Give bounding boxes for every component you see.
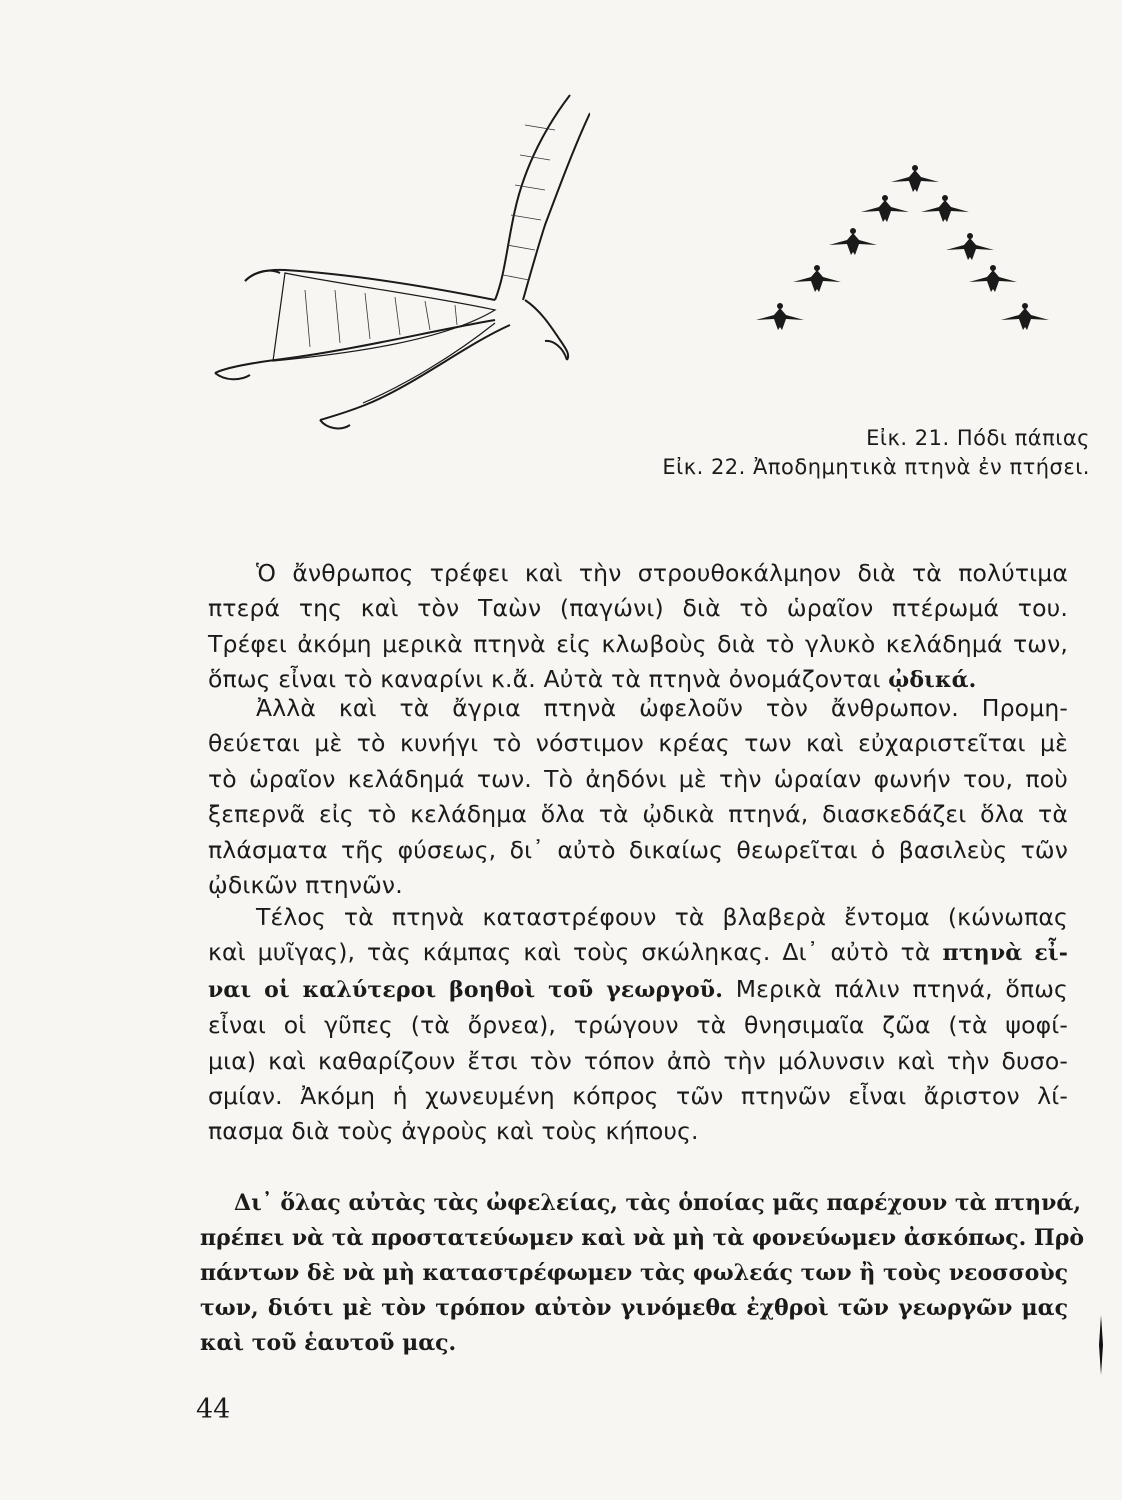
text-line: ναι οἱ καλύτεροι βοηθοὶ τοῦ γεωργοῦ. Μερικὰ πάλιν πτηνά, ὅπως xyxy=(208,974,1068,1003)
text-line: Τρέφει ἀκόμη μερικὰ πτηνὰ εἰς κλωβοὺς διὰ τὸ γλυκὸ κελάδημά των, xyxy=(208,629,1068,658)
text-line: καὶ μυῖγας), τὰς κάμπας καὶ τοὺς σκώληκας. Δι᾿ αὐτὸ τὰ πτηνὰ εἶ- xyxy=(208,938,1068,967)
text-line: Ὁ ἄνθρωπος τρέφει καὶ τὴν στρουθοκάλμηον διὰ τὰ πολύτιμα xyxy=(256,559,1068,587)
page-edge-mark xyxy=(1097,1315,1105,1375)
closing-paragraph xyxy=(200,1186,1084,1361)
text-line: Δι᾿ ὅλας αὐτὰς τὰς ὠφελείας, τὰς ὁποίας μᾶς παρέχουν τὰ πτηνά, xyxy=(234,1190,1082,1216)
text-line: ᾠδικῶν πτηνῶν. xyxy=(208,871,403,900)
text-line: τὸ ὡραῖον κελάδημά των. Τὸ ἀηδόνι μὲ τὴν ὡραίαν φωνήν του, ποὺ xyxy=(208,764,1068,793)
figure-21-caption: Εἰκ. 21. Πόδι πάπιας xyxy=(866,426,1090,450)
text-line: πρέπει νὰ τὰ προστατεύωμεν καὶ νὰ μὴ τὰ φονεύωμεν ἀσκόπως. Πρὸ xyxy=(200,1225,1084,1251)
migratory-birds-illustration xyxy=(745,155,1065,350)
paragraph-3 xyxy=(208,900,1068,1150)
text-line: μια) καὶ καθαρίζουν ἔτσι τὸν τόπον ἀπὸ τὴν μόλυνσιν καὶ τὴν δυσο- xyxy=(208,1046,1068,1075)
text-line: ὅπως εἶναι τὸ καναρίνι κ.ἄ. Αὐτὰ τὰ πτηνὰ ὀνομάζονται ᾠδικά. xyxy=(208,665,977,694)
bold-term: ᾠδικά. xyxy=(888,667,977,694)
text-line: Τέλος τὰ πτηνὰ καταστρέφουν τὰ βλαβερὰ ἔντομα (κώνωπας xyxy=(256,903,1068,931)
duck-foot-illustration xyxy=(195,85,590,450)
text-line: ξεπερνᾶ εἰς τὸ κελάδημα ὅλα τὰ ᾠδικὰ πτηνά, διασκεδάζει ὅλα τὰ xyxy=(208,800,1068,829)
text-line: πασμα διὰ τοὺς ἀγροὺς καὶ τοὺς κήπους. xyxy=(208,1117,699,1146)
text-line: θεύεται μὲ τὸ κυνήγι τὸ νόστιμον κρέας των καὶ εὐχαριστεῖται μὲ xyxy=(208,729,1068,758)
text-line: σμίαν. Ἀκόμη ἡ χωνευμένη κόπρος τῶν πτηνῶν εἶναι ἄριστον λί- xyxy=(208,1082,1068,1111)
paragraph-2 xyxy=(208,691,1068,903)
figure-22-caption: Εἰκ. 22. Ἀποδημητικὰ πτηνὰ ἐν πτήσει. xyxy=(662,455,1090,479)
page-number: 44 xyxy=(196,1394,231,1425)
text-line: εἶναι οἱ γῦπες (τὰ ὄρνεα), τρώγουν τὰ θνησιμαῖα ζῶα (τὰ ψοφί- xyxy=(208,1011,1068,1040)
text-line: καὶ τοῦ ἑαυτοῦ μας. xyxy=(200,1330,457,1356)
text-line: πάντων δὲ νὰ μὴ καταστρέφωμεν τὰς φωλεάς των ἢ τοὺς νεοσσοὺς xyxy=(200,1260,1068,1286)
text-line: πτερά της καὶ τὸν Ταὼν (παγώνι) διὰ τὸ ὡραῖον πτέρωμά του. xyxy=(208,594,1068,623)
bold-phrase: ναι οἱ καλύτεροι βοηθοὶ τοῦ γεωργοῦ. xyxy=(208,976,724,1003)
paragraph-1 xyxy=(208,556,1068,699)
bold-phrase: πτηνὰ εἶ- xyxy=(942,940,1068,967)
text-line: πλάσματα τῆς φύσεως, δι᾿ αὐτὸ δικαίως θεωρεῖται ὁ βασιλεὺς τῶν xyxy=(208,835,1068,864)
text-line: των, διότι μὲ τὸν τρόπον αὐτὸν γινόμεθα ἐχθροὶ τῶν γεωργῶν μας xyxy=(200,1295,1068,1321)
text-line: Ἀλλὰ καὶ τὰ ἄγρια πτηνὰ ὠφελοῦν τὸν ἄνθρωπον. Προμη- xyxy=(256,694,1068,722)
